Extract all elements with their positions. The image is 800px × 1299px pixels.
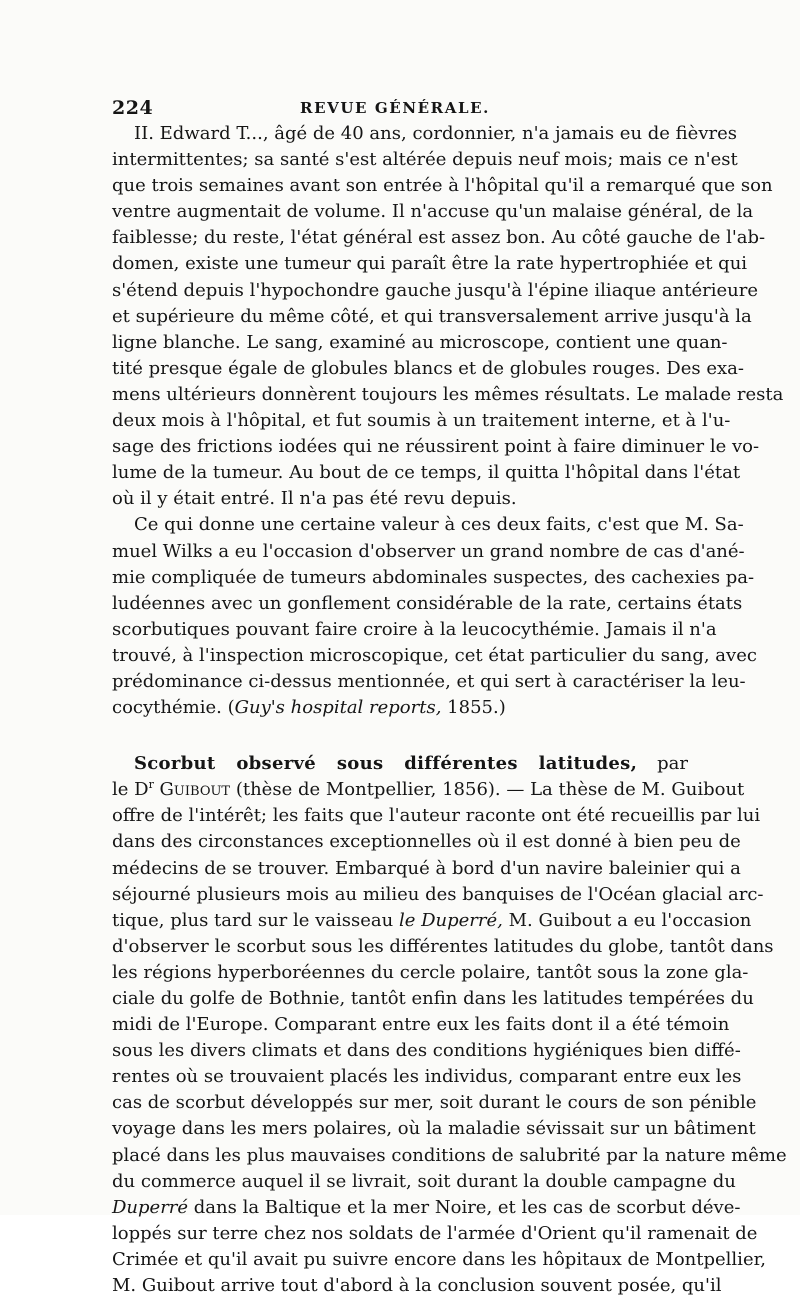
- superscript: r: [148, 778, 154, 792]
- text-line: que trois semaines avant son entrée à l'hôpital qu'il a remarqué que son: [112, 175, 773, 197]
- text-span: 1855.): [441, 697, 506, 719]
- text-line: placé dans les plus mauvaises conditions de salubrité par la nature même: [112, 1144, 787, 1166]
- text-line: [112, 751, 688, 777]
- ship-name: le Duperré,: [398, 909, 503, 931]
- text-line: où il y était entré. Il n'a pas été revu depuis.: [112, 488, 517, 510]
- text-line: muel Wilks a eu l'occasion d'observer un grand nombre de cas d'ané-: [112, 540, 745, 562]
- text-line: loppés sur terre chez nos soldats de l'armée d'Orient qu'il ramenait de: [112, 1222, 758, 1244]
- text-line: prédominance ci-dessus mentionnée, et qui sert à caractériser la leu-: [112, 670, 746, 692]
- text-line: mens ultérieurs donnèrent toujours les mêmes résultats. Le malade resta: [112, 383, 784, 405]
- page-header: [112, 97, 692, 123]
- text-line: médecins de se trouver. Embarqué à bord d'un navire baleinier qui a: [112, 857, 741, 879]
- text-line: intermittentes; sa santé s'est altérée depuis neuf mois; mais ce n'est: [112, 149, 738, 171]
- text-line: offre de l'intérêt; les faits que l'auteur raconte ont été recueillis par lui: [112, 805, 761, 827]
- text-line: lume de la tumeur. Au bout de ce temps, il quitta l'hôpital dans l'état: [112, 462, 741, 484]
- text-line: cas de scorbut développés sur mer, soit durant le cours de son pénible: [112, 1092, 757, 1114]
- text-line: scorbutiques pouvant faire croire à la leucocythémie. Jamais il n'a: [112, 618, 717, 640]
- text-line: deux mois à l'hôpital, et fut soumis à un traitement interne, et à l'u-: [112, 410, 731, 432]
- section-gap: [112, 721, 688, 751]
- text-span: cocythémie. (: [112, 697, 235, 719]
- text-span: dans la Baltique et la mer Noire, et les cas de scorbut déve-: [188, 1196, 741, 1218]
- text-line: séjourné plusieurs mois au milieu des banquises de l'Océan glacial arc-: [112, 883, 764, 905]
- text-line: [112, 1195, 741, 1221]
- text-line: ligne blanche. Le sang, examiné au microscope, contient une quan-: [112, 331, 728, 353]
- text-span: le D: [112, 779, 149, 801]
- text-line: Ce qui donne une certaine valeur à ces deux faits, c'est que M. Sa-: [134, 514, 744, 536]
- text-line: les régions hyperboréennes du cercle polaire, tantôt sous la zone gla-: [112, 961, 749, 983]
- body-text: [112, 121, 787, 1299]
- text-line: ciale du golfe de Bothnie, tantôt enfin dans les latitudes tempérées du: [112, 988, 754, 1009]
- text-line: faiblesse; du reste, l'état général est assez bon. Au côté gauche de l'ab-: [112, 227, 766, 249]
- text-line: d'observer le scorbut sous les différentes latitudes du globe, tantôt dans: [112, 935, 774, 957]
- text-line: domen, existe une tumeur qui paraît être la rate hypertrophiée et qui: [112, 253, 748, 275]
- text-line: midi de l'Europe. Comparant entre eux les faits dont il a été témoin: [112, 1014, 730, 1036]
- text-line: tité presque égale de globules blancs et de globules rouges. Des exa-: [112, 357, 744, 379]
- text-line: dans des circonstances exceptionnelles où il est donné à bien peu de: [112, 831, 741, 853]
- text-line: II. Edward T..., âgé de 40 ans, cordonnier, n'a jamais eu de fièvres: [134, 123, 737, 144]
- citation-journal: Guy's hospital reports,: [234, 697, 442, 719]
- section-title: Scorbut observé sous différentes latitudes,: [134, 753, 638, 775]
- text-line: Crimée et qu'il avait pu suivre encore dans les hôpitaux de Montpellier,: [112, 1248, 766, 1270]
- text-line: [112, 908, 752, 934]
- text-line: et supérieure du même côté, et qui transversalement arrive jusqu'à la: [112, 305, 752, 327]
- text-line: M. Guibout arrive tout d'abord à la conclusion souvent posée, qu'il: [112, 1275, 722, 1297]
- page-number: 224: [112, 97, 154, 119]
- text-span: (thèse de Montpellier, 1856). — La thèse de M. Guibout: [230, 779, 745, 801]
- text-line: [112, 695, 688, 721]
- text-line: rentes où se trouvaient placés les individus, comparant entre eux les: [112, 1066, 742, 1088]
- text-line: ventre augmentait de volume. Il n'accuse qu'un malaise général, de la: [112, 201, 754, 223]
- text-line: s'étend depuis l'hypochondre gauche jusqu'à l'épine iliaque antérieure: [112, 279, 758, 301]
- text-span: tique, plus tard sur le vaisseau: [112, 909, 399, 931]
- ship-name: Duperré: [112, 1196, 189, 1218]
- running-title: REVUE GÉNÉRALE.: [300, 99, 490, 117]
- text-line: sous les divers climats et dans des conditions hygiéniques bien diffé-: [112, 1040, 741, 1062]
- author-name: Guibout: [153, 779, 231, 801]
- text-span: M. Guibout a eu l'occasion: [502, 909, 752, 931]
- text-line: [112, 777, 745, 803]
- text-line: sage des frictions iodées qui ne réussirent point à faire diminuer le vo-: [112, 436, 760, 458]
- text-line: mie compliquée de tumeurs abdominales suspectes, des cachexies pa-: [112, 566, 755, 588]
- text-line: ludéennes avec un gonflement considérable de la rate, certains états: [112, 592, 743, 614]
- text-line: du commerce auquel il se livrait, soit durant la double campagne du: [112, 1170, 736, 1192]
- text-span: par: [637, 753, 688, 775]
- text-line: trouvé, à l'inspection microscopique, cet état particulier du sang, avec: [112, 644, 757, 666]
- text-line: voyage dans les mers polaires, où la maladie sévissait sur un bâtiment: [112, 1118, 756, 1140]
